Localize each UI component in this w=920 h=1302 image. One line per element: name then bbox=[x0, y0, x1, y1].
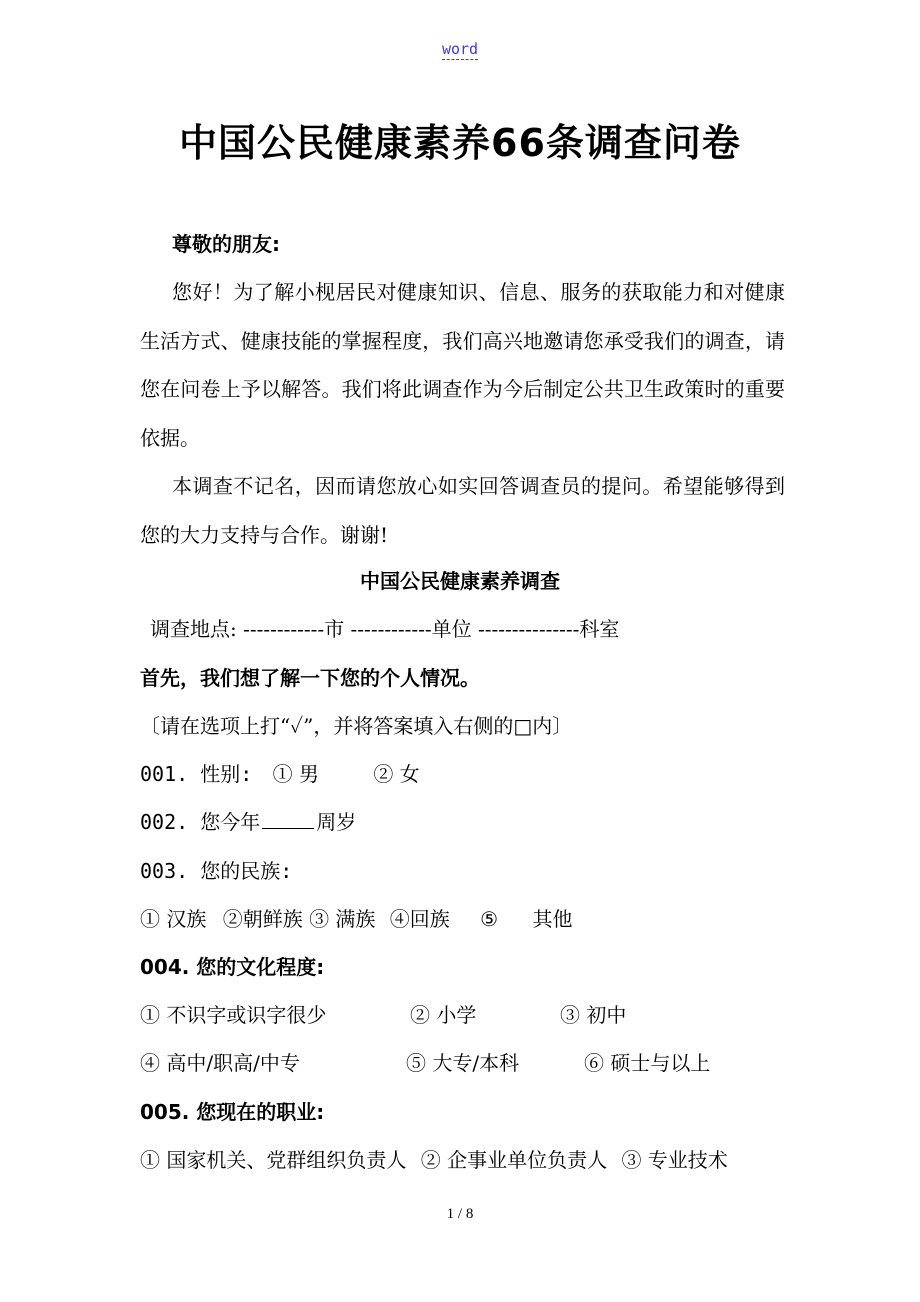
option-female[interactable]: ② 女 bbox=[373, 762, 420, 786]
section-title: 中国公民健康素养调查 bbox=[360, 569, 560, 593]
instruction-text: 〔请在选项上打“✓”，并将答案填入右侧的□内〕 bbox=[140, 714, 573, 738]
question-001-label: 001. 性别: bbox=[140, 762, 253, 786]
greeting: 尊敬的朋友: bbox=[172, 232, 280, 256]
question-005-row-1 bbox=[140, 1145, 785, 1175]
option-other-number[interactable]: ⑤ bbox=[480, 907, 499, 931]
survey-location-line: 调查地点: ------------市 ------------单位 ---------------科室 bbox=[150, 617, 620, 641]
intro-paragraph-2: 本调查不记名，因而请您放心如实回答调查员的提问。希望能够得到您的大力支持与合作。谢谢! bbox=[140, 474, 785, 547]
question-002 bbox=[140, 807, 785, 837]
option-college[interactable]: ⑤ 大专/本科 bbox=[406, 1051, 520, 1075]
question-003-options bbox=[140, 904, 785, 934]
page-number: 1 / 8 bbox=[446, 1206, 474, 1222]
page-header bbox=[0, 40, 920, 58]
question-004-label: 004. 您的文化程度: bbox=[140, 955, 325, 979]
option-senior-high[interactable]: ④ 高中/职高/中专 bbox=[140, 1051, 300, 1075]
option-professional[interactable]: ③ 专业技术 bbox=[621, 1148, 728, 1172]
question-004-row-2 bbox=[140, 1048, 785, 1078]
option-master-above[interactable]: ⑥ 硕士与以上 bbox=[584, 1051, 711, 1075]
intro-paragraph-1: 您好！为了解小枧居民对健康知识、信息、服务的获取能力和对健康生活方式、健康技能的掌握程度，我们高兴地邀请您承受我们的调查，请您在问卷上予以解答。我们将此调查作为今后制定公共卫生政策时的重要依据。 bbox=[140, 280, 785, 450]
option-other-label: 其他 bbox=[532, 907, 573, 931]
option-korean[interactable]: ②朝鲜族 bbox=[222, 907, 303, 931]
option-government-leader[interactable]: ① 国家机关、党群组织负责人 bbox=[140, 1148, 407, 1172]
question-004-row-1 bbox=[140, 1000, 785, 1030]
option-manchu[interactable]: ③ 满族 bbox=[309, 907, 376, 931]
question-005-label: 005. 您现在的职业: bbox=[140, 1100, 325, 1124]
personal-info-heading: 首先，我们想了解一下您的个人情况。 bbox=[140, 666, 480, 690]
question-002-prefix: 002. 您今年 bbox=[140, 810, 261, 834]
option-primary-school[interactable]: ② 小学 bbox=[410, 1003, 477, 1027]
option-illiterate[interactable]: ① 不识字或识字很少 bbox=[140, 1003, 327, 1027]
age-blank[interactable] bbox=[262, 808, 314, 829]
option-junior-high[interactable]: ③ 初中 bbox=[560, 1003, 627, 1027]
option-male[interactable]: ① 男 bbox=[272, 762, 319, 786]
question-002-suffix: 周岁 bbox=[316, 810, 357, 834]
document-title: 中国公民健康素养66条调查问卷 bbox=[179, 121, 741, 165]
option-enterprise-leader[interactable]: ② 企事业单位负责人 bbox=[420, 1148, 608, 1172]
question-003-label: 003. 您的民族: bbox=[140, 859, 293, 883]
question-001 bbox=[140, 759, 785, 789]
word-header-link[interactable]: word bbox=[441, 40, 479, 58]
option-han[interactable]: ① 汉族 bbox=[140, 907, 207, 931]
option-hui[interactable]: ④回族 bbox=[389, 907, 450, 931]
